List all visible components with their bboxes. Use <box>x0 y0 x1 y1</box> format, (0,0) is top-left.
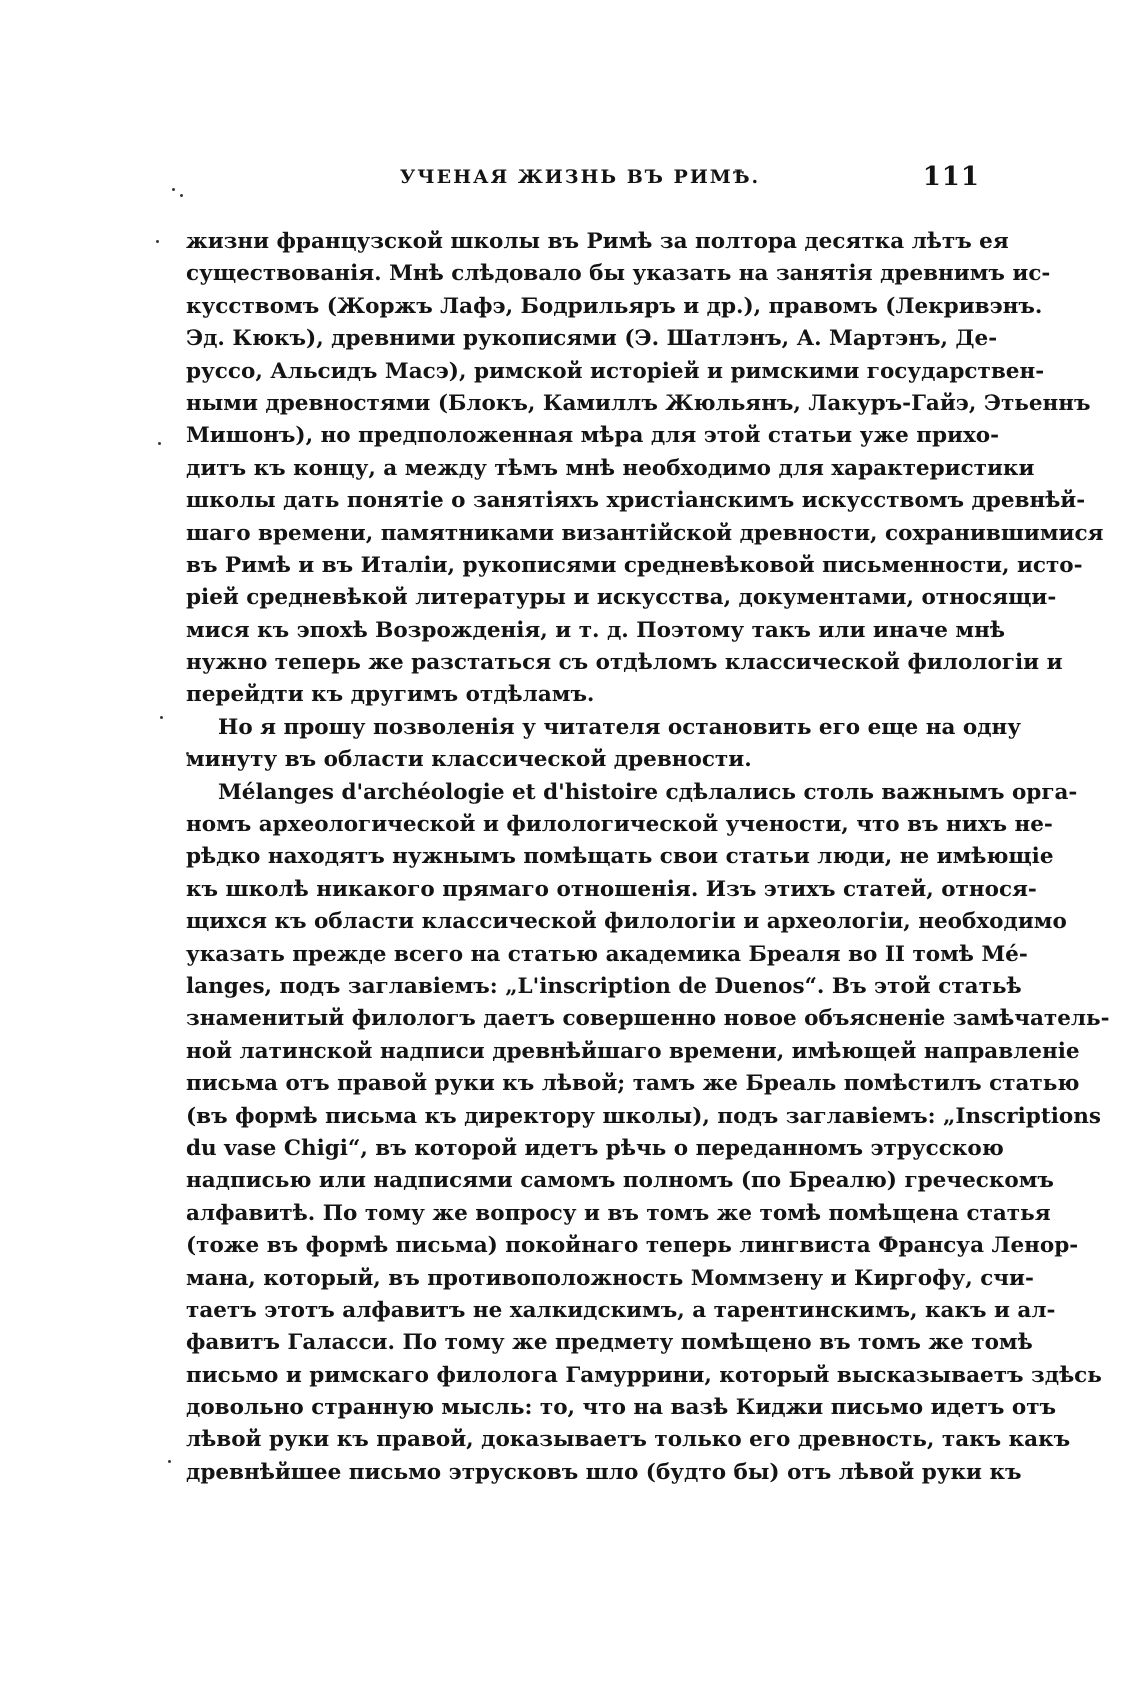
text-line: ной латинской надписи древнѣйшаго времени, имѣющей направленіе <box>186 1038 1080 1064</box>
margin-specks <box>150 180 190 1480</box>
paragraph-2 <box>186 712 1022 777</box>
text-line: мана, который, въ противоположность Моммзену и Киргофу, счи- <box>186 1265 1034 1291</box>
text-line: существованія. Мнѣ слѣдовало бы указать на занятія древнимъ ис- <box>186 261 1051 287</box>
text-line: Мишонъ), но предположенная мѣра для этой статьи уже прихо- <box>186 423 1000 449</box>
ink-speck <box>156 240 159 243</box>
text-line: перейдти къ другимъ отдѣламъ. <box>186 682 595 708</box>
running-title: УЧЕНАЯ ЖИЗНЬ ВЪ РИМѢ. <box>399 166 761 188</box>
text-line: жизни французской школы въ Римѣ за полтора десятка лѣтъ ея <box>186 229 1009 254</box>
text-line: алфавитѣ. По тому же вопросу и въ томъ же томѣ помѣщена статья <box>186 1200 1051 1226</box>
text-line: лѣвой руки къ правой, доказываетъ только его древность, такъ какъ <box>186 1427 1071 1453</box>
text-line: письма отъ правой руки къ лѣвой; тамъ же Бреаль помѣстилъ статью <box>186 1071 1080 1097</box>
paragraph-3 <box>186 777 1110 1490</box>
ink-speck <box>160 716 163 719</box>
text-line: дитъ къ концу, а между тѣмъ мнѣ необходимо для характеристики <box>186 455 1035 481</box>
text-line: рѣдко находятъ нужнымъ помѣщать свои статьи люди, не имѣющіе <box>186 844 1054 870</box>
text-line: древнѣйшее письмо этрусковъ шло (будто бы) отъ лѣвой руки къ <box>186 1459 1022 1485</box>
text-line: мися къ эпохѣ Возрожденія, и т. д. Поэтому такъ или иначе мнѣ <box>186 617 1005 643</box>
body-text <box>186 226 1110 1489</box>
text-line: знаменитый филологъ даетъ совершенно новое объясненіе замѣчатель- <box>186 1006 1110 1032</box>
text-line: ными древностями (Блокъ, Камиллъ Жюльянъ, Лакуръ-Гайэ, Этьеннъ <box>186 390 1091 416</box>
text-line: (въ формѣ письма къ директору школы), подъ заглавіемъ: „Inscriptions <box>186 1103 1102 1129</box>
text-line: du vase Chigi“, въ которой идетъ рѣчь о переданномъ этрусскою <box>186 1135 1004 1161</box>
text-line: кусствомъ (Жоржъ Лафэ, Бодрильяръ и др.), правомъ (Лекривэнъ. <box>186 293 1043 319</box>
text-line: шаго времени, памятниками византійской древности, сохранившимися <box>186 520 1104 546</box>
text-line: руссо, Альсидъ Масэ), римской исторіей и римскими государствен- <box>186 358 1045 384</box>
text-line: Эд. Кюкъ), древними рукописями (Э. Шатлэнъ, А. Мартэнъ, Де- <box>186 326 998 352</box>
paragraph-1 <box>186 226 1104 712</box>
text-line: нужно теперь же разстаться съ отдѣломъ классической филологіи и <box>186 650 1063 676</box>
text-line: надписью или надписями самомъ полномъ (по Бреалю) греческомъ <box>186 1168 1054 1194</box>
text-line: Mélanges d'archéologie et d'histoire сдѣлались столь важнымъ орга- <box>218 779 1078 805</box>
text-line: въ Римѣ и въ Италіи, рукописями средневѣковой письменности, исто- <box>186 552 1083 578</box>
text-line: щихся къ области классической филологіи и археологіи, необходимо <box>186 909 1067 935</box>
text-line: указать прежде всего на статью академика Бреаля во II томѣ Mé- <box>186 941 1028 967</box>
page-number: 111 <box>922 162 980 192</box>
text-line: школы дать понятіе о занятіяхъ христіанскимъ искусствомъ древнѣй- <box>186 488 1086 514</box>
text-line: письмо и римскаго филолога Гамуррини, который высказываетъ здѣсь <box>186 1362 1102 1388</box>
text-line: къ школѣ никакого прямаго отношенія. Изъ этихъ статей, относя- <box>186 876 1037 902</box>
text-line: минуту въ области классической древности. <box>186 747 752 773</box>
text-line: довольно странную мысль: то, что на вазѣ Киджи письмо идетъ отъ <box>186 1395 1057 1421</box>
text-line: Но я прошу позволенія у читателя остановить его еще на одну <box>218 714 1022 740</box>
ink-speck <box>172 188 175 191</box>
ink-speck <box>168 1460 171 1463</box>
text-line: langes, подъ заглавіемъ: „L'inscription de Duenos“. Въ этой статьѣ <box>186 973 1022 999</box>
ink-speck <box>158 442 161 445</box>
text-line: фавитъ Галасси. По тому же предмету помѣщено въ томъ же томѣ <box>186 1330 1033 1356</box>
text-line: номъ археологической и филологической учености, что въ нихъ не- <box>186 812 1053 838</box>
text-line: ріей средневѣкой литературы и искусства, документами, относящи- <box>186 585 1057 611</box>
text-line: (тоже въ формѣ письма) покойнаго теперь лингвиста Франсуа Ленор- <box>186 1233 1079 1259</box>
running-head <box>180 162 980 202</box>
text-line: таетъ этотъ алфавитъ не халкидскимъ, а тарентинскимъ, какъ и ал- <box>186 1297 1056 1323</box>
